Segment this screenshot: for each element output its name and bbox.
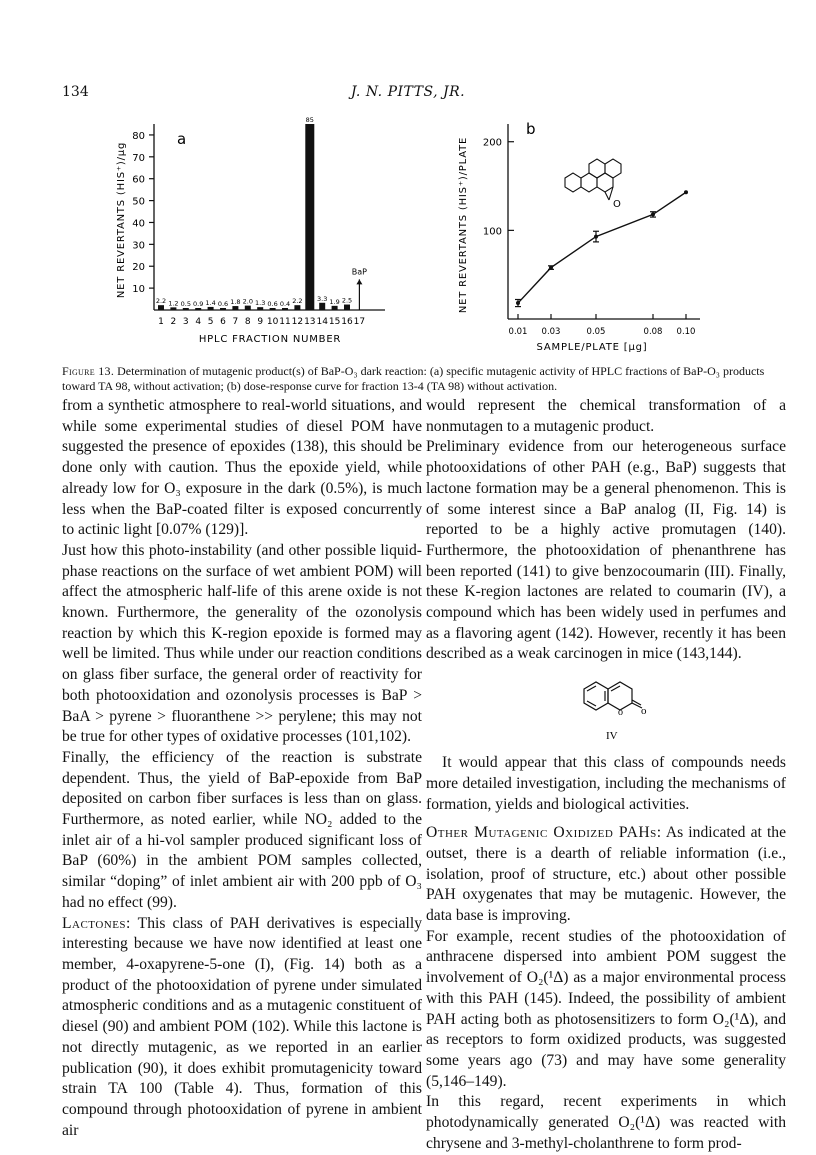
chart-a-data-label: 0.6 bbox=[267, 300, 278, 308]
lactones-heading: Lactones: bbox=[62, 914, 131, 932]
chart-a-x-tick-label: 1 bbox=[158, 317, 164, 327]
chart-a-data-label: 1.3 bbox=[255, 299, 266, 308]
chart-b-y-tick-label: 100 bbox=[482, 226, 502, 238]
chart-b-x-tick-label: 0.08 bbox=[643, 327, 663, 337]
right-paragraph-4-text: As indicated at the outset, there is a dearth of reliable information (i.e., isolation, proof of structure, etc.) about other possible PAH oxygenates that may be mutagenic. However, the data base is improving. bbox=[426, 824, 786, 925]
chart-b-panel-label: b bbox=[526, 120, 536, 138]
right-column bbox=[426, 396, 786, 1155]
chart-a-bar bbox=[257, 307, 263, 310]
chart-a-y-tick-label: 70 bbox=[132, 152, 145, 164]
chart-a-bar bbox=[294, 305, 300, 310]
chart-b-x-tick-label: 0.01 bbox=[508, 327, 528, 337]
coumarin-structure-icon bbox=[572, 667, 652, 753]
svg-text:o: o bbox=[618, 707, 623, 719]
caption-text: Determination of mutagenic product(s) of BaP-O₃ dark reaction: (a) specific mutagenic activity of HPLC fractions of BaP-O₃ products toward TA 98, without activation; (b) dose-response curve for fraction 13-4 (TA 98) without activation. bbox=[62, 364, 765, 393]
chart-a-x-tick-label: 3 bbox=[182, 317, 189, 327]
chart-a-bar-arrow bbox=[356, 279, 362, 284]
chart-b-y-tick-label: 200 bbox=[482, 137, 502, 149]
chart-a-x-tick-label: 7 bbox=[232, 317, 239, 327]
chart-a-bar bbox=[319, 303, 325, 310]
chart-b-x-label: SAMPLE/PLATE [μg] bbox=[536, 342, 648, 353]
chart-a-bar bbox=[183, 308, 189, 310]
chart-b-structure-label: O bbox=[613, 199, 621, 210]
chart-a-bar bbox=[332, 306, 338, 310]
chart-a-bar bbox=[245, 306, 251, 310]
chart-a-bar bbox=[305, 124, 314, 310]
running-head: J. N. PITTS, JR. bbox=[350, 84, 466, 100]
chart-a-x-tick-label: 2 bbox=[170, 317, 177, 327]
figure-13 bbox=[0, 110, 816, 360]
chart-a-x-tick-label: 6 bbox=[220, 317, 226, 327]
chart-a-x-tick-label: 16 bbox=[341, 317, 353, 327]
chart-a-data-label: 2.0 bbox=[242, 297, 253, 306]
chart-a-x-tick-label: 17 bbox=[353, 317, 366, 327]
chart-a-x-label: HPLC FRACTION NUMBER bbox=[198, 334, 342, 345]
page-header bbox=[0, 84, 816, 104]
chart-a-data-label: 2.5 bbox=[341, 296, 353, 305]
left-paragraph-3: Finally, the efficiency of the reaction is substrate dependent. Thus, the yield of BaP-epoxide from BaP deposited on carbon fiber surfaces is less than on glass. Furthermore, as noted earlier, while NO₂ added to the inlet air of a hi-vol sampler produced significant loss of BaP (60%) in the ambient POM samples collected, similar “doping” of inlet ambient air with 200 ppb of O₃ had no effect (99). bbox=[62, 748, 422, 911]
chart-a-bar bbox=[232, 306, 238, 310]
chart-a-data-label: 1.8 bbox=[230, 298, 241, 307]
chart-a-data-label: 0.9 bbox=[193, 300, 204, 308]
caption-lead: Figure 13. bbox=[62, 364, 115, 378]
figure-caption bbox=[62, 364, 777, 394]
chart-b-x-tick-label: 0.10 bbox=[676, 327, 696, 337]
chart-a-data-label: 0.5 bbox=[180, 300, 191, 308]
chart-a-bar bbox=[282, 308, 288, 310]
chart-a-y-label: NET REVERTANTS (HIS⁺)/μg bbox=[116, 141, 127, 299]
chart-a-x-tick-label: 10 bbox=[266, 317, 279, 327]
chart-a-x-tick-label: 12 bbox=[291, 317, 304, 327]
structure-label-iv: IV bbox=[606, 730, 618, 743]
chart-a-x-tick-label: 8 bbox=[244, 317, 251, 327]
left-column bbox=[62, 396, 422, 1141]
chart-a-data-label: 85 bbox=[305, 116, 314, 124]
chart-a-y-tick-label: 80 bbox=[132, 130, 145, 142]
chart-a-bar bbox=[270, 308, 276, 310]
chart-b bbox=[458, 120, 700, 353]
chart-a-x-tick-label: 5 bbox=[207, 317, 214, 327]
chart-a-x-tick-label: 14 bbox=[316, 317, 328, 327]
chart-a-y-tick-label: 40 bbox=[132, 218, 145, 230]
chart-a-annotation: BaP bbox=[351, 267, 368, 277]
chart-a-data-label: 0.4 bbox=[279, 300, 291, 308]
right-paragraph-2: Preliminary evidence from our heterogeneous surface photooxidations of other PAH (e.g., BaP) suggests that lactone formation may be a general phenomenon. This is of some interest since a BaP analog (II, Fig. 14) is reported to be a highly active promutagen (140). Furthermore, the photooxidation of phenanthrene has been reported (141) to give benzocoumarin (III). Finally, these K-region lactones are related to coumarin (IV), a compound which has been widely used in perfumes and as a flavoring agent (142). However, recently it has been described as a weak carcinogen in mice (143,144). bbox=[426, 438, 786, 663]
coumarin-structure bbox=[426, 665, 786, 753]
chart-a-bar bbox=[158, 305, 164, 310]
chart-a bbox=[116, 116, 385, 345]
chart-b-x-tick-label: 0.03 bbox=[541, 327, 561, 337]
other-mutagenic-heading: Other Mutagenic Oxidized PAHs: bbox=[426, 824, 662, 842]
chart-a-data-label: 1.4 bbox=[205, 298, 216, 307]
chart-a-panel-label: a bbox=[177, 130, 187, 148]
chart-b-data-point bbox=[684, 190, 688, 194]
chart-a-y-tick-label: 60 bbox=[132, 174, 145, 186]
left-paragraph-4 bbox=[62, 914, 422, 1142]
chart-a-y-tick-label: 10 bbox=[132, 284, 145, 296]
chart-a-y-tick-label: 50 bbox=[132, 196, 145, 208]
right-paragraph-4 bbox=[426, 823, 786, 927]
chart-a-y-tick-label: 20 bbox=[132, 262, 145, 274]
figure-13-svg bbox=[0, 110, 816, 360]
chart-b-x-tick-label: 0.05 bbox=[586, 327, 606, 337]
chart-b-data-point bbox=[594, 235, 598, 239]
chart-a-x-tick-label: 9 bbox=[257, 317, 264, 327]
chart-a-data-label: 1.9 bbox=[329, 297, 340, 306]
chart-a-data-label: 3.3 bbox=[317, 294, 328, 303]
chart-a-x-tick-label: 4 bbox=[195, 317, 202, 327]
bap-epoxide-structure-icon bbox=[565, 159, 621, 200]
chart-b-data-point bbox=[549, 266, 553, 270]
left-paragraph-1: from a synthetic atmosphere to real-world situations, and while some experimental studies of diesel POM have suggested the presence of epoxides (138), this should be done only with caution. Thus the epoxide yield, while already low for O₃ exposure in the dark (0.5%), is much less when the BaP-coated filter is exposed concurrently to actinic light [0.07% (129)]. bbox=[62, 397, 422, 539]
chart-a-bar bbox=[208, 307, 214, 310]
chart-b-y-label: NET REVERTANTS (HIS⁺)/PLATE bbox=[458, 136, 469, 314]
chart-b-series-line bbox=[518, 192, 686, 303]
right-paragraph-6: In this regard, recent experiments in which photodynamically generated O₂(¹Δ) was reacted with chrysene and 3-methyl-cholanthrene to form prod- bbox=[426, 1093, 786, 1152]
chart-b-data-point bbox=[516, 301, 520, 305]
chart-a-bar bbox=[195, 308, 201, 310]
right-paragraph-5: For example, recent studies of the photooxidation of anthracene dispersed into ambient POM suggest the involvement of O₂(¹Δ) as a major environmental process with this PAH (145). Indeed, the possibility of ambient PAH acting both as photosensitizers to form O₂(¹Δ), and as receptors to form oxidized products, was suggested some years ago (73) and may have some generality (5,146–149). bbox=[426, 927, 786, 1090]
right-paragraph-3: It would appear that this class of compounds needs more detailed investigation, including the mechanisms of formation, yields and biological activities. bbox=[426, 754, 786, 813]
chart-a-x-tick-label: 15 bbox=[328, 317, 341, 327]
left-paragraph-2: Just how this photo-instability (and other possible liquid-phase reactions on the surface of wet ambient POM) will affect the atmospheric half-life of this arene oxide is not known. Furthermore, the generality of the ozonolysis reaction by which this K-region epoxide is formed may well be limited. Thus while under our reaction conditions on glass fiber surface, the general order of reactivity for both photooxidation and ozonolysis processes is BaP > BaA > pyrene > fluoranthene >> perylene; this may not be true for other types of oxidative processes (101,102). bbox=[62, 541, 422, 746]
right-paragraph-1: would represent the chemical transformation of a nonmutagen to a mutagenic product. bbox=[426, 397, 786, 435]
chart-a-data-label: 2.2 bbox=[292, 297, 303, 306]
chart-b-data-point bbox=[651, 212, 655, 216]
chart-a-bar bbox=[170, 307, 176, 310]
chart-a-x-tick-label: 13 bbox=[304, 317, 316, 327]
left-paragraph-4-text: This class of PAH derivatives is especially interesting because we have now identified at least one member, 4-oxapyrene-5-one (I), (Fig. 14) both as a product of the photooxidation of pyrene under simulated atmospheric conditions and as a mutagenic constituent of diesel (90) and ambient POM (102). While this lactone is not directly mutagenic, as we reported in an earlier publication (90), it does exhibit promutagenicity toward strain TA 100 (Table 4). Thus, formation of this compound through photooxidation of pyrene in ambient air bbox=[62, 914, 422, 1139]
page-number: 134 bbox=[62, 84, 89, 100]
chart-a-data-label: 0.6 bbox=[217, 300, 229, 308]
chart-a-data-label: 2.2 bbox=[155, 297, 167, 306]
chart-a-x-tick-label: 11 bbox=[279, 317, 291, 327]
chart-a-bar bbox=[344, 305, 350, 310]
chart-a-bar bbox=[220, 308, 226, 310]
svg-text:o: o bbox=[641, 705, 647, 718]
chart-a-data-label: 1.2 bbox=[168, 299, 179, 308]
chart-a-y-tick-label: 30 bbox=[132, 240, 145, 252]
